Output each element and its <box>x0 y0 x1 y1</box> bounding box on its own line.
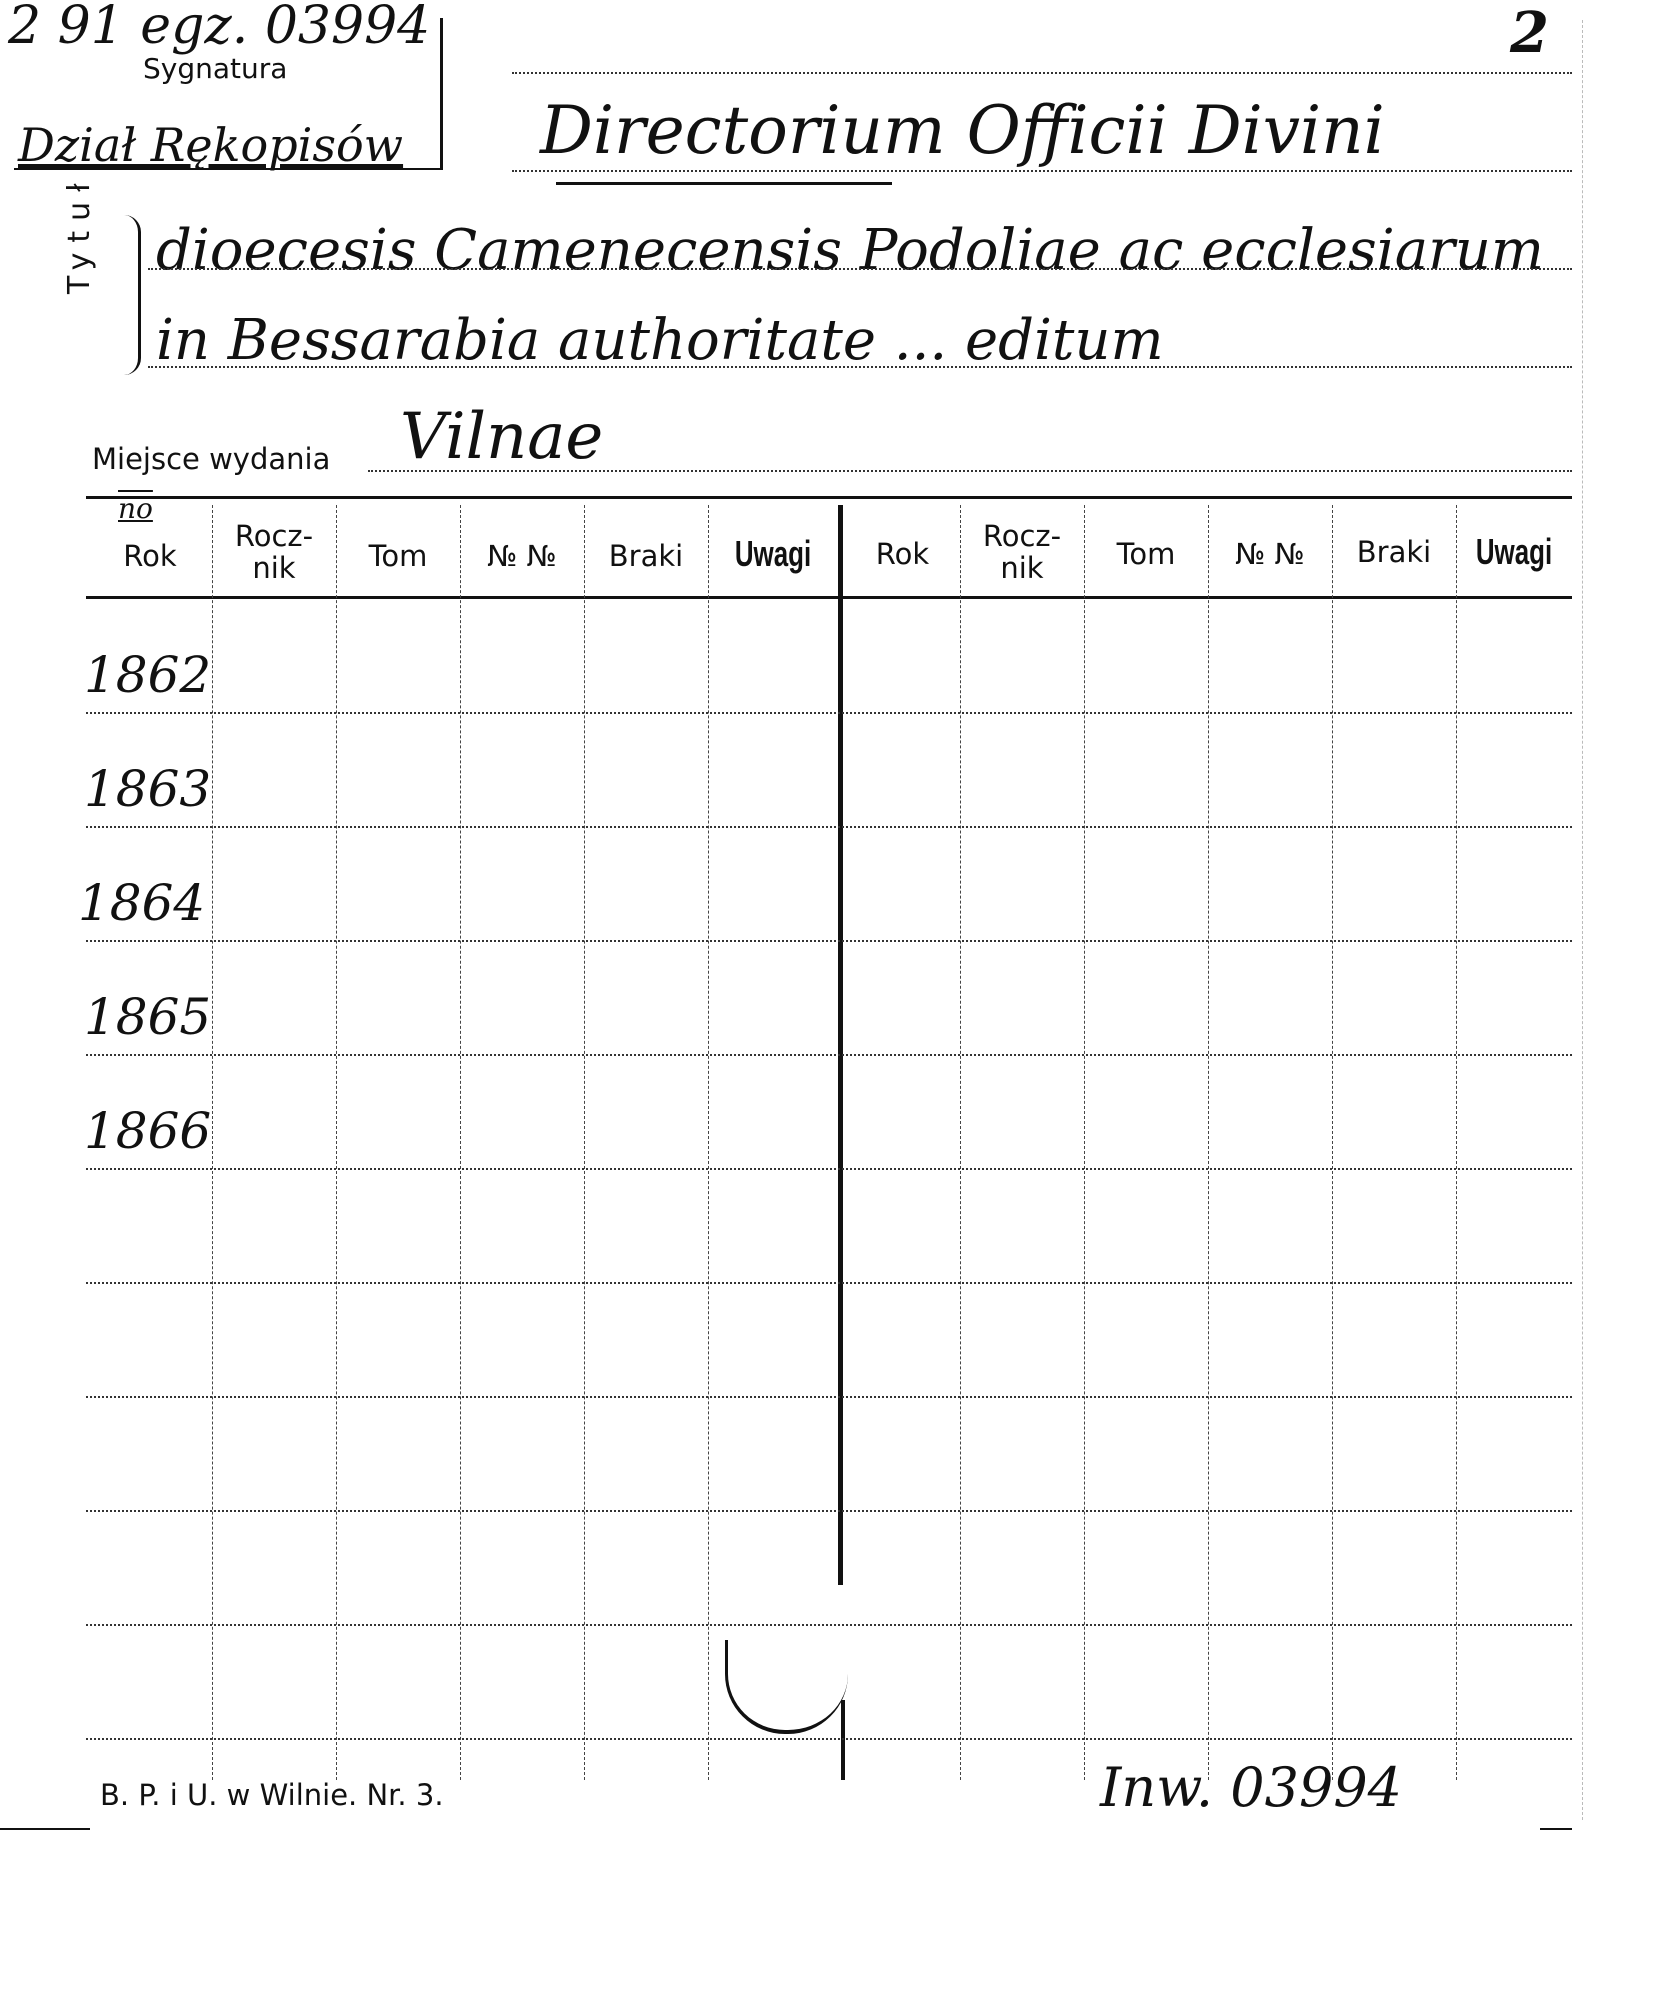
col-sep-6 <box>960 505 961 1780</box>
place-value: Vilnae <box>400 400 604 474</box>
rok-superscript: no <box>118 492 153 525</box>
header-left-rok: Rok <box>123 539 177 573</box>
year-entry: 1863 <box>84 760 212 818</box>
place-rule <box>368 470 1572 472</box>
footer-print: B. P. i U. w Wilnie. Nr. 3. <box>100 1778 444 1812</box>
table-top-rule <box>86 496 1572 499</box>
table-center-divider-lower <box>841 1700 845 1780</box>
row-rule-3 <box>86 940 1572 942</box>
row-rule-10 <box>86 1738 1572 1740</box>
page-number: 2 <box>1510 0 1549 66</box>
title-underline <box>556 182 892 185</box>
row-rule-8 <box>86 1510 1572 1512</box>
year-entry: 1864 <box>78 874 206 932</box>
header-left-numery: № № <box>487 539 557 573</box>
row-rule-2 <box>86 826 1572 828</box>
title-line-3: in Bessarabia authoritate ... editum <box>156 308 1164 373</box>
title-line-3-rule <box>148 366 1572 368</box>
title-label: Tytuł <box>62 173 97 294</box>
place-label: Miejsce wydania <box>92 442 331 476</box>
title-line-2: dioecesis Camenecensis Podoliae ac ecclesiarum <box>156 218 1545 283</box>
header-right-rok: Rok <box>875 537 930 571</box>
col-sep-8 <box>1208 505 1209 1780</box>
header-left-uwagi: Uwagi <box>734 533 812 574</box>
title-line-2-rule <box>148 268 1572 270</box>
header-right-rocznik: Rocz- nik <box>982 519 1062 585</box>
title-brace <box>124 215 141 375</box>
col-sep-5 <box>708 505 709 1780</box>
col-sep-3 <box>460 505 461 1780</box>
year-entry: 1866 <box>84 1102 212 1160</box>
col-sep-2 <box>336 505 337 1780</box>
hole-punch-arc <box>725 1640 848 1734</box>
signature-handwritten: 2 91 egz. 03994 <box>8 0 431 56</box>
row-rule-4 <box>86 1054 1572 1056</box>
row-rule-7 <box>86 1396 1572 1398</box>
card-right-edge <box>1582 20 1583 1820</box>
col-sep-4 <box>584 505 585 1780</box>
header-right-tom: Tom <box>1116 537 1176 571</box>
row-rule-1 <box>86 712 1572 714</box>
table-header-rule <box>86 596 1572 599</box>
header-right-numery: № № <box>1235 537 1305 571</box>
signature-label: Sygnatura <box>143 52 288 85</box>
header-right-braki: Braki <box>1356 535 1432 569</box>
col-sep-9 <box>1332 505 1333 1780</box>
title-line-1b-rule <box>512 170 1572 172</box>
title-line-1: Directorium Officii Divini <box>540 92 1385 169</box>
inventory-handwritten: Inw. 03994 <box>1100 1756 1403 1819</box>
card-edge-left-mark <box>0 1828 90 1830</box>
row-rule-9 <box>86 1624 1572 1626</box>
signature-box-border <box>440 18 443 170</box>
header-left-tom: Tom <box>368 539 428 573</box>
row-rule-5 <box>86 1168 1572 1170</box>
header-left-braki: Braki <box>608 539 684 573</box>
year-entry: 1865 <box>84 988 212 1046</box>
col-sep-7 <box>1084 505 1085 1780</box>
col-sep-10 <box>1456 505 1457 1780</box>
header-right-uwagi: Uwagi <box>1475 531 1553 572</box>
title-line-1-rule <box>512 72 1572 74</box>
year-entry: 1862 <box>84 646 212 704</box>
department-handwritten: Dział Rękopisów <box>18 118 404 172</box>
table-center-divider <box>838 505 843 1585</box>
row-rule-6 <box>86 1282 1572 1284</box>
card-edge-right-mark <box>1540 1828 1572 1830</box>
header-left-rocznik: Rocz- nik <box>234 519 314 585</box>
col-sep-1 <box>212 505 213 1780</box>
signature-box-bottom <box>14 168 442 170</box>
